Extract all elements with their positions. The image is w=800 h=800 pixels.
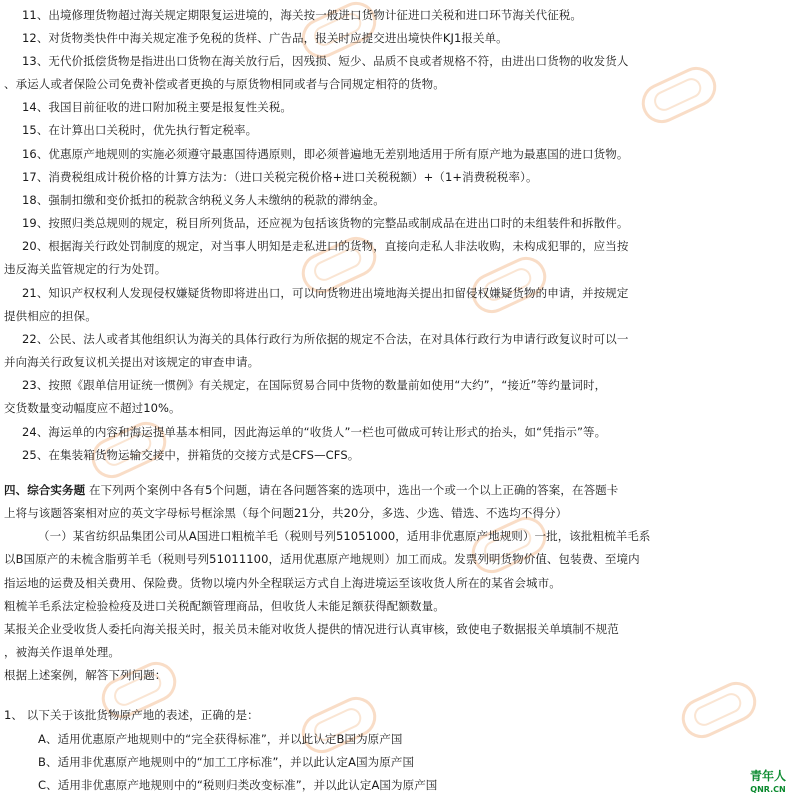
statement-21: 21、知识产权权利人发现侵权嫌疑货物即将进出口，可以向货物进出境地海关提出扣留侵权嫌疑货物的申请，并按规定: [22, 286, 629, 300]
case-paragraph-cont: 指运地的运费及相关费用、保险费。货物以境内外全程联运方式自上海进境运至该收货人所在的某省会城市。: [4, 576, 561, 590]
site-logo-name: 青年人: [749, 769, 786, 783]
statement-22-cont: 并向海关行政复议机关提出对该规定的审查申请。: [4, 355, 260, 369]
option-c: C、适用非优惠原产地规则中的“税则归类改变标准”，并以此认定A国为原产国: [38, 778, 438, 792]
statement-19: 19、按照归类总规则的规定，税目所列货品，还应视为包括该货物的完整品或制成品在进出口时的未组装件和拆散件。: [22, 216, 629, 230]
statement-20: 20、根据海关行政处罚制度的规定，对当事人明知是走私进口的货物，直接向走私人非法收购，未构成犯罪的，应当按: [22, 239, 629, 253]
case-paragraph-cont: ，被海关作退单处理。: [4, 645, 120, 659]
statement-22: 22、公民、法人或者其他组织认为海关的具体行政行为所依据的规定不合法，在对具体行政行为申请行政复议时可以一: [22, 332, 629, 346]
statement-18: 18、强制扣缴和变价抵扣的税款含纳税义务人未缴纳的税款的滞纳金。: [22, 193, 385, 207]
section-instructions: 在下列两个案例中各有5个问题，请在各问题答案的选项中，选出一个或一个以上正确的答案，在答题卡: [88, 483, 619, 497]
section-instructions-cont: 上将与该题答案相对应的英文字母标号框涂黑（每个问题21分，共20分，多选、少选、错选、不选均不得分）: [4, 506, 568, 520]
case-paragraph-cont: 以B国原产的未梳含脂剪羊毛（税则号列51011100，适用优惠原产地规则）加工而成。发票列明货物价值、包装费、至境内: [4, 552, 640, 566]
statement-20-cont: 违反海关监管规定的行为处罚。: [4, 262, 167, 276]
option-a: A、适用优惠原产地规则中的“完全获得标准”，并以此认定B国为原产国: [38, 732, 403, 746]
section-heading: 四、综合实务题: [4, 483, 86, 497]
section-heading-line: [0, 481, 800, 499]
case-paragraph-cont: 粗梳羊毛系法定检验检疫及进口关税配额管理商品，但收货人未能足额获得配额数量。: [4, 599, 445, 613]
option-b: B、适用非优惠原产地规则中的“加工工序标准”，并以此认定A国为原产国: [38, 755, 415, 769]
site-logo-domain: QNR.CN: [750, 785, 786, 794]
statement-11: 11、出境修理货物超过海关规定期限复运进境的，海关按一般进口货物计征进口关税和进口环节海关代征税。: [22, 8, 583, 22]
statement-23: 23、按照《跟单信用证统一惯例》有关规定，在国际贸易合同中货物的数量前如使用“大约”，“接近”等约量词时，: [22, 378, 607, 392]
case-paragraph-cont: 某报关企业受收货人委托向海关报关时，报关员未能对收货人提供的情况进行认真审核，致使电子数据报关单填制不规范: [4, 622, 619, 636]
statement-16: 16、优惠原产地规则的实施必须遵守最惠国待遇原则，即必须普遍地无差别地适用于所有原产地为最惠国的进口货物。: [22, 147, 629, 161]
statement-21-cont: 提供相应的担保。: [4, 309, 97, 323]
statement-25: 25、在集装箱货物运输交接中，拼箱货的交接方式是CFS—CFS。: [22, 448, 360, 462]
statement-14: 14、我国目前征收的进口附加税主要是报复性关税。: [22, 100, 293, 114]
question-1: 1、 以下关于该批货物原产地的表述，正确的是：: [4, 708, 259, 722]
statement-12: 12、对货物类快件中海关规定准予免税的货样、广告品，报关时应提交进出境快件KJ1报关单。: [22, 31, 508, 45]
statement-13: 13、无代价抵偿货物是指进出口货物在海关放行后，因残损、短少、品质不良或者规格不符，由进出口货物的收发货人: [22, 54, 629, 68]
statement-13-cont: 、承运人或者保险公司免费补偿或者更换的与原货物相同或者与合同规定相符的货物。: [4, 77, 445, 91]
case-prompt: 根据上述案例，解答下列问题：: [4, 668, 167, 682]
statement-17: 17、消费税组成计税价格的计算方法为：（进口关税完税价格+进口关税税额）+（1+消费税税率）。: [22, 170, 538, 184]
watermark-logo: [635, 60, 723, 129]
site-logo: [750, 770, 786, 796]
case-paragraph: （一）某省纺织品集团公司从A国进口粗梳羊毛（税则号列51051000，适用非优惠原产地规则）一批，该批粗梳羊毛系: [38, 529, 651, 543]
statement-24: 24、海运单的内容和海运提单基本相同，因此海运单的“收货人”一栏也可做成可转让形式的抬头，如“凭指示”等。: [22, 425, 607, 439]
watermark-logo: [295, 690, 383, 759]
statement-23-cont: 交货数量变动幅度应不超过10%。: [4, 401, 181, 415]
statement-15: 15、在计算出口关税时，优先执行暂定税率。: [22, 123, 258, 137]
